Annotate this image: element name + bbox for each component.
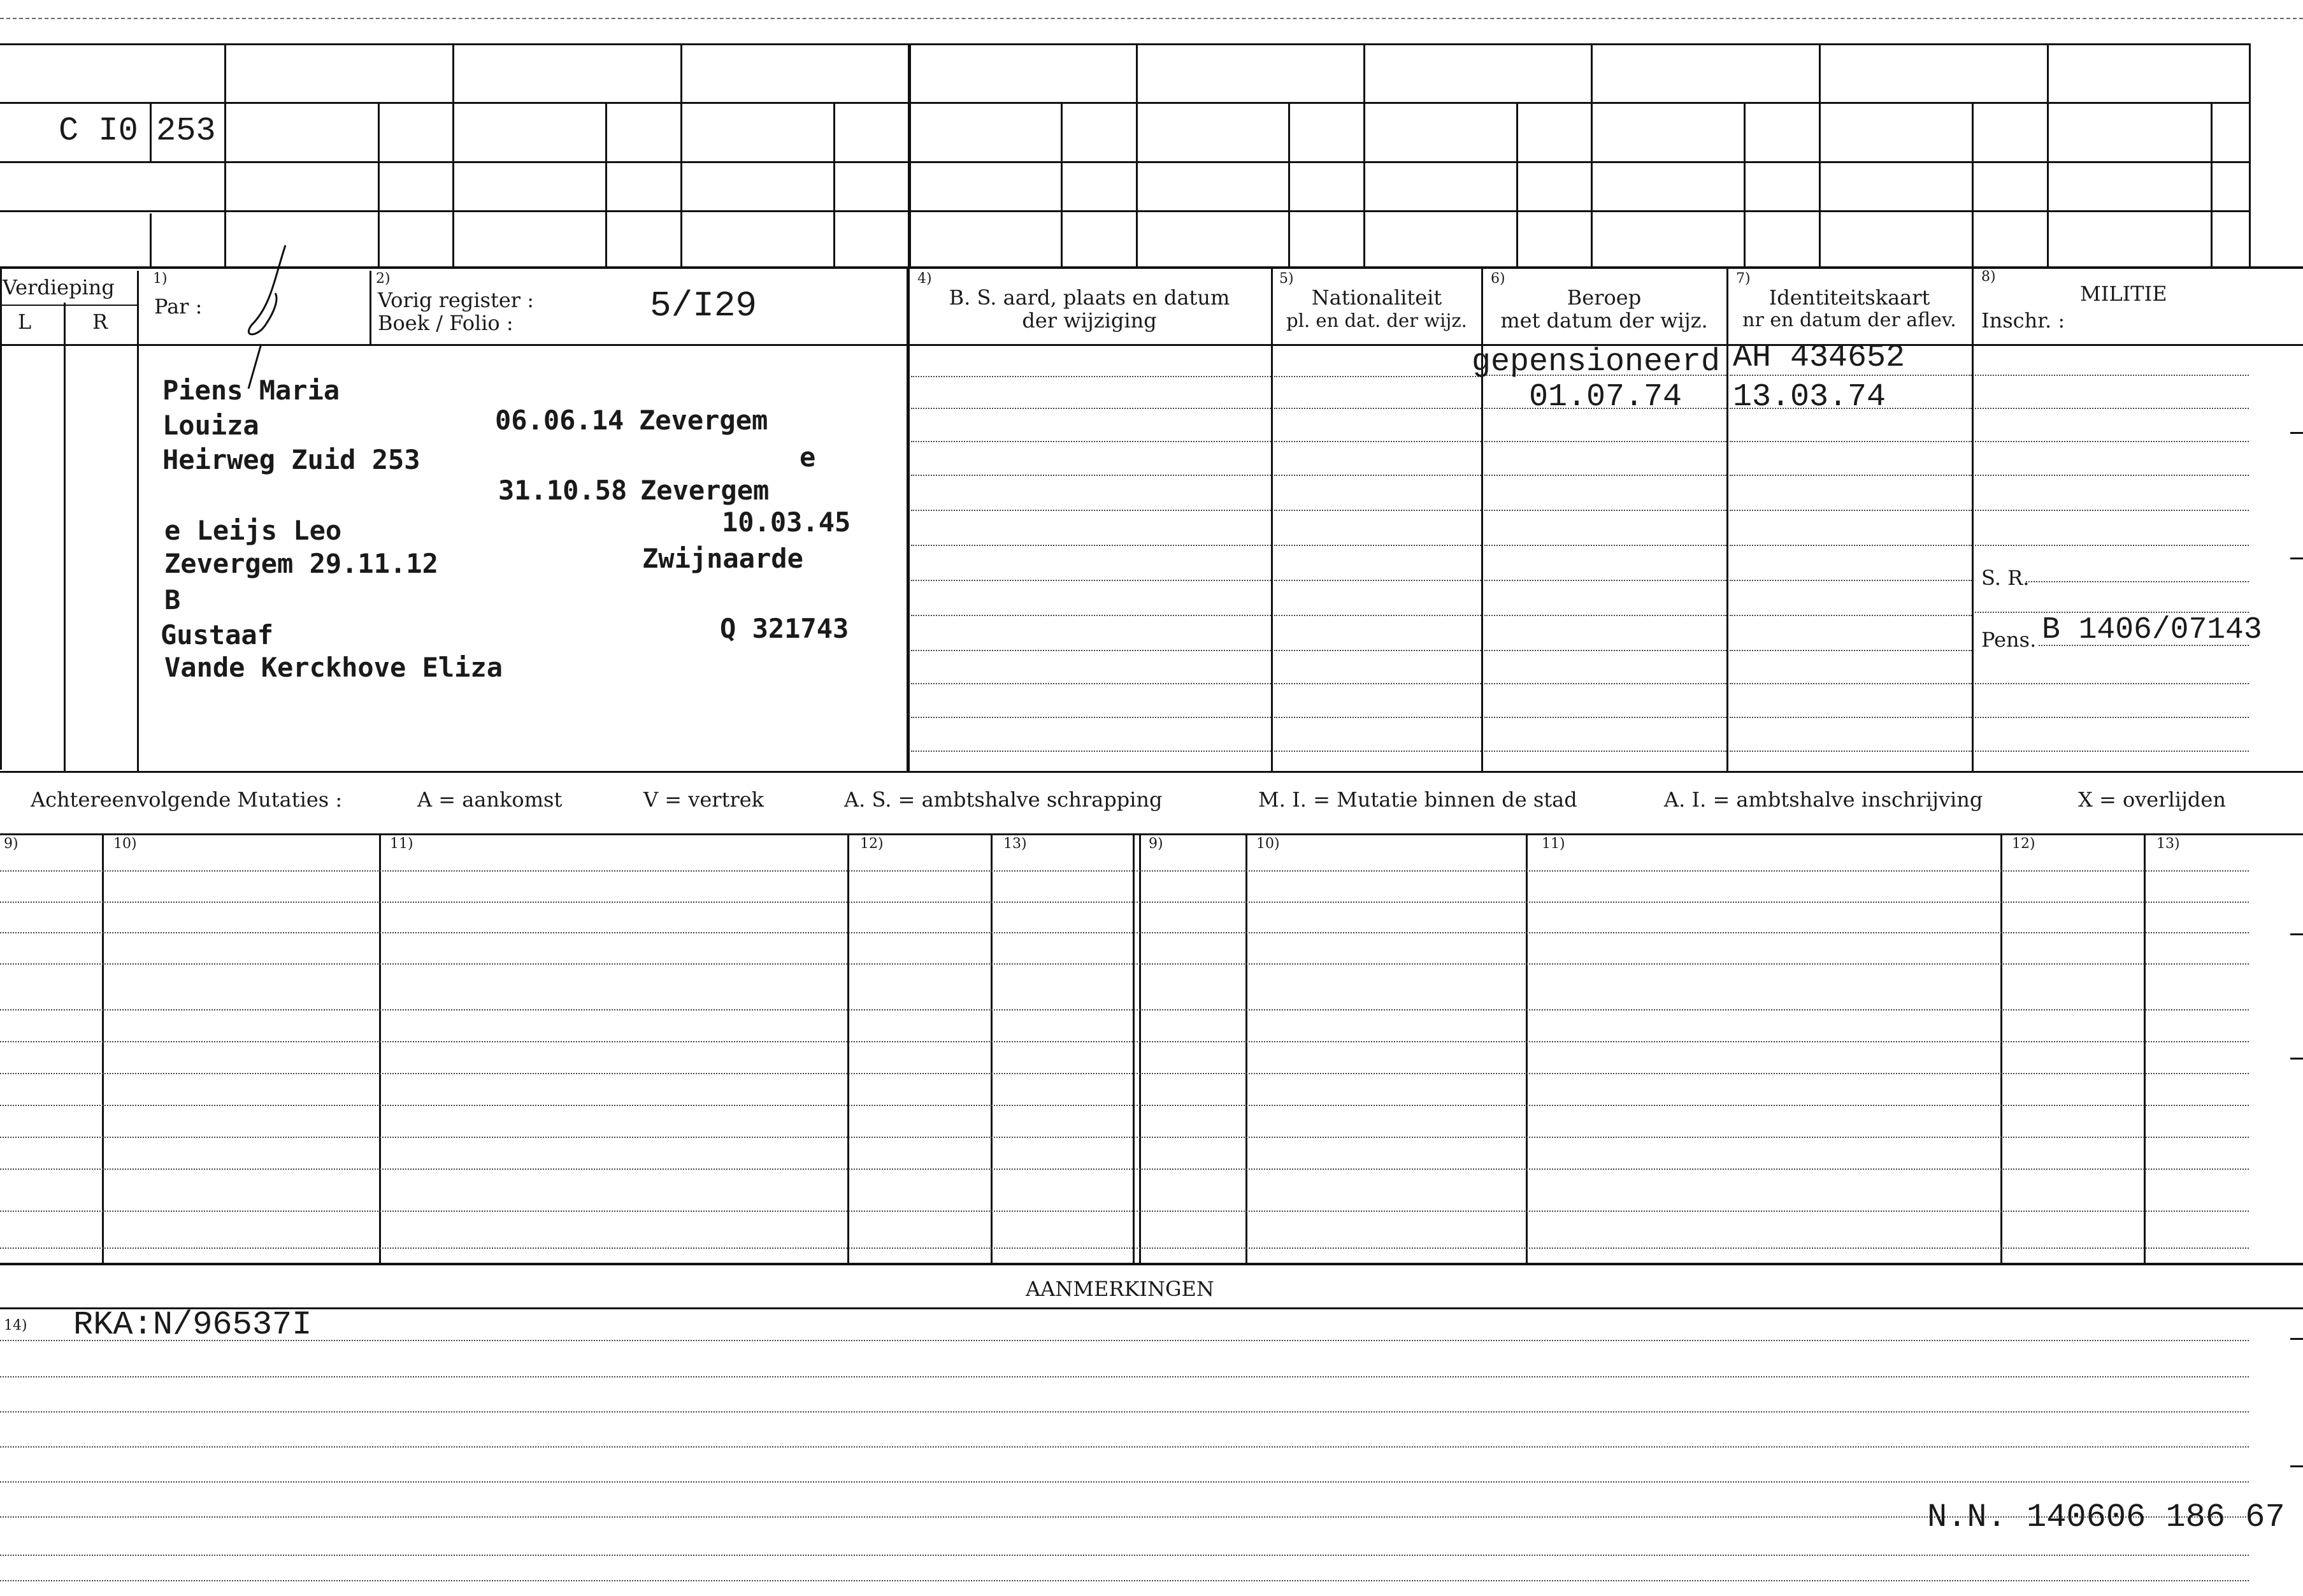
note-5: 5) [1279, 271, 1294, 287]
id-card-date: 13.03.74 [1733, 379, 1886, 415]
mutatie-v: V = vertrek [643, 787, 764, 812]
mutatie-ai: A. I. = ambtshalve inschrijving [1664, 787, 1983, 812]
boek-folio-value: 5/I29 [650, 285, 757, 326]
militie-title: MILITIE [2080, 282, 2167, 306]
name-line2: Louiza [162, 410, 259, 441]
aanmerkingen-title: AANMERKINGEN [1026, 1277, 1214, 1301]
mut-col-10b: 10) [1256, 836, 1280, 852]
note-14: 14) [4, 1318, 27, 1334]
col7-line1: Identiteitskaart [1769, 285, 1930, 310]
beroep-date: 01.07.74 [1529, 379, 1682, 415]
note-8: 8) [1981, 269, 1996, 285]
note-6: 6) [1491, 271, 1505, 287]
col4-line1: B. S. aard, plaats en datum [949, 285, 1230, 310]
col6-line2: met datum der wijz. [1500, 308, 1708, 333]
spouse-death-date: 10.03.45 [722, 507, 851, 538]
handwritten-mark [236, 242, 312, 389]
mutaties-title: Achtereenvolgende Mutaties : [31, 787, 343, 812]
rka-number: RKA:N/96537I [73, 1306, 312, 1344]
national-number: N.N. 140606 186 67 [1927, 1499, 2285, 1536]
mut-col-12a: 12) [860, 836, 884, 852]
col5-line2: pl. en dat. der wijz. [1286, 310, 1467, 331]
boek-folio-label: Boek / Folio : [378, 311, 513, 335]
spouse: e Leijs Leo [164, 515, 342, 546]
mut-col-13a: 13) [1003, 836, 1027, 852]
mutatie-a: A = aankomst [417, 787, 563, 812]
pens-label: Pens. [1981, 628, 2037, 652]
spouse-death-place: Zwijnaarde [642, 543, 803, 574]
inschr-label: Inschr. : [1981, 308, 2065, 333]
reference-number: 253 [156, 112, 216, 150]
beroep: gepensioneerd [1472, 344, 1721, 380]
mut-col-11a: 11) [390, 836, 413, 852]
note-7: 7) [1736, 271, 1751, 287]
note-4: 4) [917, 271, 932, 287]
par-label: Par : [154, 294, 203, 319]
col6-line1: Beroep [1567, 285, 1642, 310]
mutatie-as: A. S. = ambtshalve schrapping [844, 787, 1163, 812]
mut-col-10a: 10) [113, 836, 137, 852]
col-r-label: R [92, 310, 108, 334]
col-l-label: L [18, 310, 32, 334]
verdieping-label: Verdieping [3, 275, 115, 299]
name-line1: Piens Maria [162, 375, 340, 406]
sr-label: S. R. [1981, 566, 2030, 590]
address: Heirweg Zuid 253 [162, 444, 420, 475]
vorig-register-label: Vorig register : [378, 288, 534, 312]
marriage-place: Zevergem [640, 475, 770, 506]
mut-col-13b: 13) [2156, 836, 2180, 852]
id-card-number: AH 434652 [1733, 340, 1905, 376]
mut-col-12b: 12) [2012, 836, 2035, 852]
nationality: B [164, 584, 181, 615]
mut-col-11b: 11) [1542, 836, 1565, 852]
marriage-date: 31.10.58 [498, 475, 628, 506]
reference-prefix: C I0 [59, 112, 138, 150]
id-ref: Q 321743 [720, 613, 849, 644]
note-2: 2) [376, 271, 391, 287]
pens-value: B 1406/07143 [2042, 613, 2262, 647]
birth-date: 06.06.14 [495, 405, 624, 436]
father: Gustaaf [161, 619, 274, 651]
birth-place: Zevergem [639, 405, 768, 436]
col4-line2: der wijziging [1022, 308, 1157, 333]
spouse-birth: Zevergem 29.11.12 [164, 548, 438, 579]
col7-line2: nr en datum der aflev. [1742, 309, 1956, 331]
mutatie-x: X = overlijden [2078, 787, 2226, 812]
e-mark: e [800, 442, 816, 473]
mother: Vande Kerckhove Eliza [164, 652, 503, 683]
mut-col-9b: 9) [1149, 836, 1163, 852]
note-1: 1) [153, 271, 168, 287]
col5-line1: Nationaliteit [1311, 285, 1442, 310]
mut-col-9a: 9) [4, 836, 18, 852]
mutatie-mi: M. I. = Mutatie binnen de stad [1258, 787, 1577, 812]
